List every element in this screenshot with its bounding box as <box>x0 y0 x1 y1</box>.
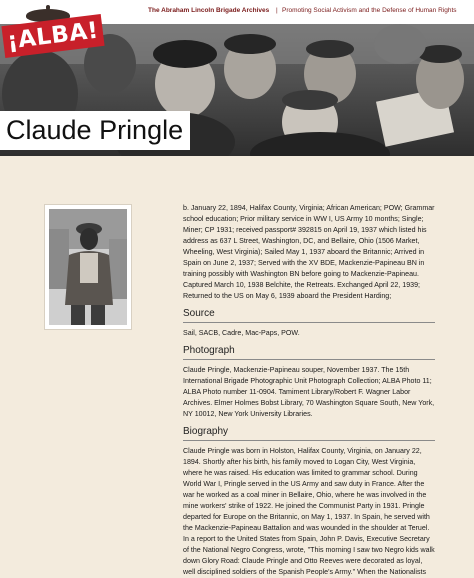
header-separator: | <box>276 7 278 14</box>
photograph-heading: Photograph <box>183 345 435 360</box>
org-name-link[interactable]: The Abraham Lincoln Brigade Archives <box>148 7 270 14</box>
tagline: Promoting Social Activism and the Defense of Human Rights <box>282 7 457 14</box>
page-title-box <box>0 111 190 150</box>
page-title: Claude Pringle <box>6 115 184 145</box>
biography-heading: Biography <box>183 426 435 441</box>
biography-text: Claude Pringle was born in Holston, Halifax County, Virginia, on January 22, 1894. Shortly after his birth, his family moved to Logan City, West Virginia, where he was raised. His education was limited to grammar school. During World War I, Pringle served in the US Army and saw duty in France. After the war he worked as a coal miner in Bellaire, Ohio, where he was involved in the mine workers' strike of 1922. He joined the Communist Party in 1931. Pringle departed for Europe on the Britannic, on May 1, 1937. In Spain, he served with the Mackenzie-Papineau Battalion and was wounded in the shoulder at Teruel. In a report to the United States from Spain, John P. Davis, Executive Secretary of the National Negro Congress, wrote, "This morning I saw two Negro kids walk down Glory Road: Claude Pringle and Otto Reeves were decorated as loyal, well disciplined soldiers of the Spanish People's Army." When the Nationalists <box>183 447 435 576</box>
portrait-image <box>49 209 127 325</box>
bio-summary: b. January 22, 1894, Halifax County, Virginia; African American; POW; Grammar school education; Prior military service in WW I, US Army 10 months; Single; Miner; CP 1931; received passport# 392815 on April 19, 1937 which listed his address as 637 L Street, Washington, DC, and Bellaire, Ohio (1506 Market, Wheeling, West Virginia); Sailed May 1, 1937 aboard the Britannic; Arrived in Spain on June 2, 1937; Served with the XV BDE, Mackenzie-Papineau BN in training possibly with Washington BN before going to Mackenzie-Papineau. Captured March 10, 1938 Belchite, the Retreats. Exchanged April 22, 1939; Returned to the US on May 6, 1939 aboard the President Harding; <box>183 204 435 300</box>
alba-logo[interactable] <box>3 9 101 63</box>
photograph-text: Claude Pringle, Mackenzie-Papineau souper, November 1937. The 15th International Brigade Photographic Unit Photograph Collection; ALBA Photo 11; ALBA Photo number 11-0904. Tamiment Library/Robert F. Wagner Labor Archives. Elmer Holmes Bobst Library, 70 Washington Square South, New York, NY 10012, New York University Libraries. <box>183 366 435 418</box>
source-heading: Source <box>183 308 435 323</box>
source-text: Sail, SACB, Cadre, Mac-Paps, POW. <box>183 329 300 337</box>
main-content <box>183 203 435 578</box>
logo-text: ¡ALBA! <box>1 14 104 58</box>
portrait-photo[interactable] <box>44 204 132 330</box>
